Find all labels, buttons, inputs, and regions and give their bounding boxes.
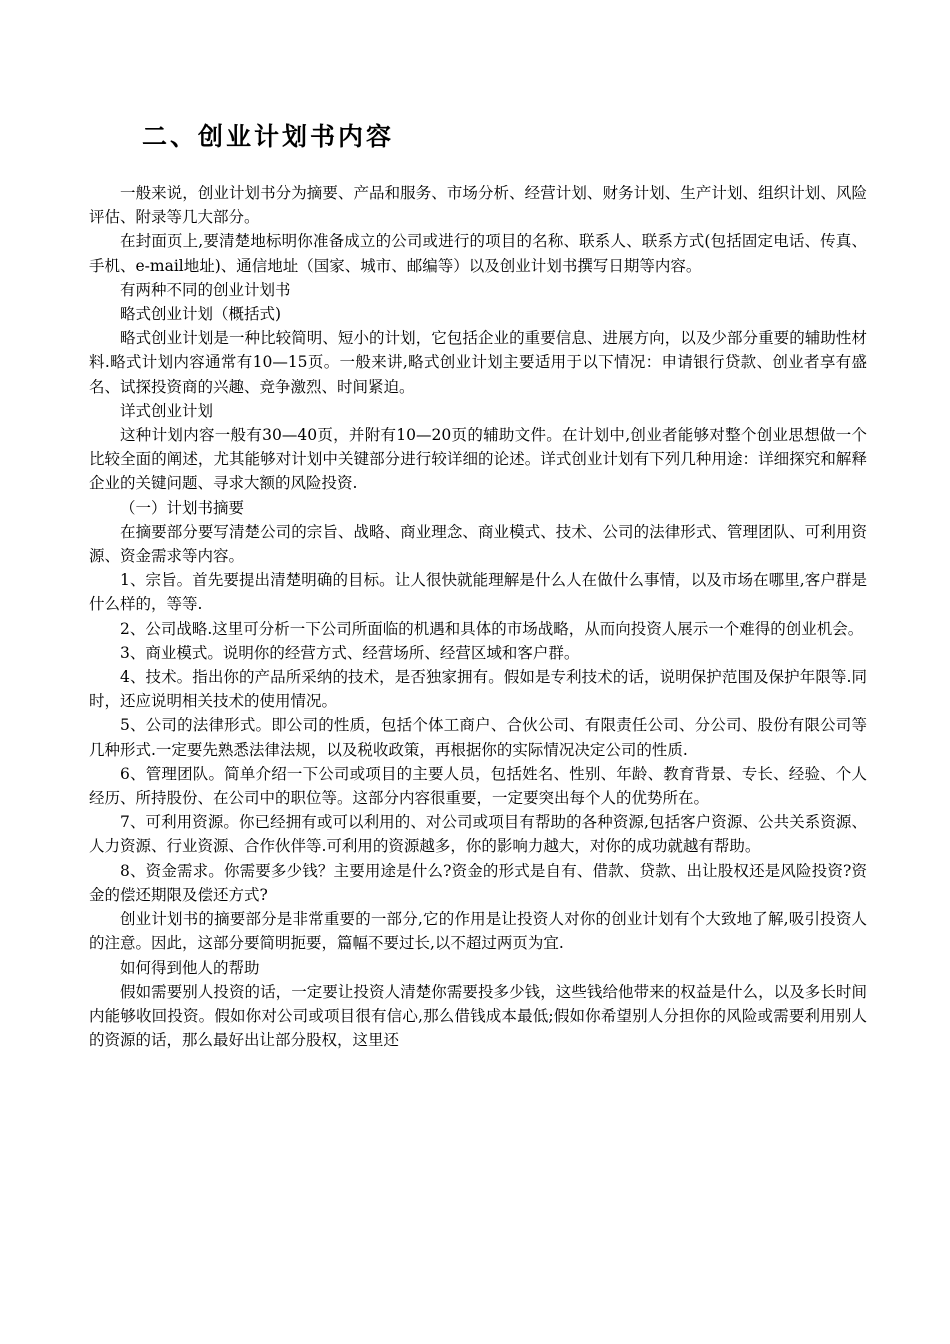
list-item: 2、公司战略.这里可分析一下公司所面临的机遇和具体的市场战略，从而向投资人展示一个难得的创业机会。 xyxy=(120,619,864,638)
list-item: 4、技术。指出你的产品所采纳的技术，是否独家拥有。假如是专利技术的话，说明保护范围及保护年限等.同时，还应说明相关技术的使用情况。 xyxy=(89,668,867,711)
paragraph: 略式创业计划是一种比较简明、短小的计划，它包括企业的重要信息、进展方向，以及少部分重要的辅助性材料.略式计划内容通常有10—15页。一般来讲,略式创业计划主要适用于以下情况：申请银行贷款、创业者享有盛名、试探投资商的兴趣、竞争激烈、时间紧迫。 xyxy=(89,329,867,396)
section-heading: 二、创业计划书内容 xyxy=(142,122,395,151)
paragraph: 有两种不同的创业计划书 xyxy=(120,280,291,299)
list-item: 6、管理团队。简单介绍一下公司或项目的主要人员，包括姓名、性别、年龄、教育背景、专长、经验、个人经历、所持股份、在公司中的职位等。这部分内容很重要，一定要突出每个人的优势所在。 xyxy=(89,764,867,808)
subheading: 如何得到他人的帮助 xyxy=(120,958,260,977)
paragraph: 假如需要别人投资的话，一定要让投资人清楚你需要投多少钱，这些钱给他带来的权益是什么，以及多长时间内能够收回投资。假如你对公司或项目很有信心,那么借钱成本最低;假如你希望别人分担你的风险或需要利用别人的资源的话，那么最好出让部分股权，这里还 xyxy=(89,982,867,1050)
subheading: （一）计划书摘要 xyxy=(120,498,245,517)
list-item: 3、商业模式。说明你的经营方式、经营场所、经营区域和客户群。 xyxy=(120,643,580,662)
paragraph: 这种计划内容一般有30—40页，并附有10—20页的辅助文件。在计划中,创业者能够对整个创业思想做一个比较全面的阐述，尤其能够对计划中关键部分进行较详细的论述。详式创业计划有下列几种用途：详细探究和解释企业的关键问题、寻求大额的风险投资. xyxy=(89,426,867,493)
list-item: 7、可利用资源。你已经拥有或可以利用的、对公司或项目有帮助的各种资源,包括客户资源、公共关系资源、人力资源、行业资源、合作伙伴等.可利用的资源越多，你的影响力越大，对你的成功就越有帮助。 xyxy=(89,813,867,856)
paragraph: 一般来说，创业计划书分为摘要、产品和服务、市场分析、经营计划、财务计划、生产计划、组织计划、风险评估、附录等几大部分。 xyxy=(89,184,867,227)
document-body xyxy=(89,181,867,1052)
list-item: 5、公司的法律形式。即公司的性质，包括个体工商户、合伙公司、有限责任公司、分公司、股份有限公司等几种形式.一定要先熟悉法律法规，以及税收政策，再根据你的实际情况决定公司的性质. xyxy=(89,716,867,759)
paragraph: 创业计划书的摘要部分是非常重要的一部分,它的作用是让投资人对你的创业计划有个大致地了解,吸引投资人的注意。因此，这部分要简明扼要，篇幅不要过长,以不超过两页为宜. xyxy=(89,910,867,953)
subheading: 详式创业计划 xyxy=(120,401,214,420)
paragraph: 在封面页上,要清楚地标明你准备成立的公司或进行的项目的名称、联系人、联系方式(包括固定电话、传真、手机、e-mail地址)、通信地址（国家、城市、邮编等）以及创业计划书撰写日期等内容。 xyxy=(89,232,867,275)
list-item: 1、宗旨。首先要提出清楚明确的目标。让人很快就能理解是什么人在做什么事情，以及市场在哪里,客户群是什么样的，等等. xyxy=(89,571,867,614)
paragraph: 在摘要部分要写清楚公司的宗旨、战略、商业理念、商业模式、技术、公司的法律形式、管理团队、可利用资源、资金需求等内容。 xyxy=(89,522,867,566)
list-item: 8、资金需求。你需要多少钱？主要用途是什么?资金的形式是自有、借款、贷款、出让股权还是风险投资?资金的偿还期限及偿还方式? xyxy=(89,861,867,904)
subheading: 略式创业计划（概括式) xyxy=(120,305,282,324)
